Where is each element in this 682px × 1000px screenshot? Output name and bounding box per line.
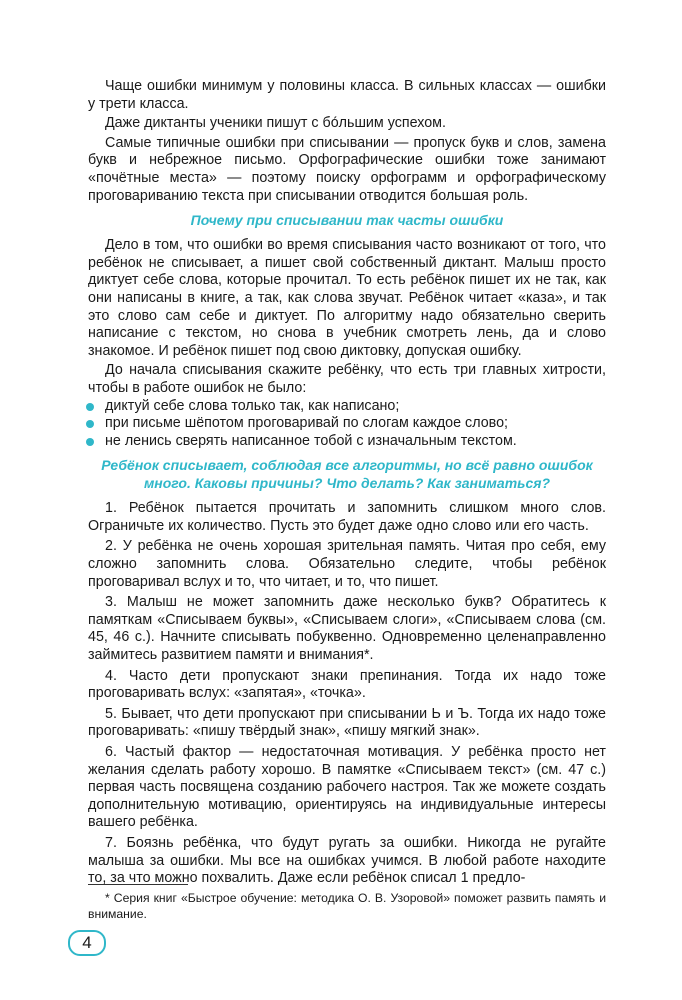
numbered-item: 7. Боязнь ребёнка, что будут ругать за ошибки. Никогда не ругайте малыша за ошибки. Мы все на ошибках учимся. В любой работе находите то, за что можно похвалить. Даже если ребёнок списал 1 предло- (88, 834, 606, 887)
list-item (88, 415, 606, 433)
section-heading: Почему при списывании так часты ошибки (190, 212, 504, 229)
bullet-icon (86, 420, 94, 428)
list-item (88, 433, 606, 451)
numbered-item: 5. Бывает, что дети пропускают при списывании Ь и Ъ. Тогда их надо тоже проговаривать: «пишу твёрдый знак», «пишу мягкий знак». (88, 705, 606, 740)
main-text (88, 78, 606, 891)
list-item-text: диктуй себе слова только так, как написано; (105, 397, 400, 414)
numbered-item: 1. Ребёнок пытается прочитать и запомнить слишком много слов. Ограничьте их количество. Пусть это будет даже одно слово или его часть. (88, 500, 606, 534)
bullet-icon (86, 403, 94, 411)
paragraph: Дело в том, что ошибки во время списывания часто возникают от того, что ребёнок не списывает, а пишет свой собственный диктант. Малыш просто диктует себе слова, которые прочитал. То есть ребёнок пишет их не так, как они написаны в книге, а так, как слова звучат. Ребёнок читает «каза», и так это слово сам себе и диктует. По алгоритму надо обязательно сверить написание с текстом, но снова в учебник смотреть лень, да и слово знакомое. И ребёнок пишет под свою диктовку, допуская ошибку. (88, 237, 606, 359)
list-item-text: при письме шёпотом проговаривай по слогам каждое слово; (105, 415, 509, 432)
paragraph: Чаще ошибки минимум у половины класса. В сильных классах — ошибки у трети класса. (88, 78, 606, 112)
footnote-divider (88, 884, 188, 885)
numbered-item: 3. Малыш не может запомнить даже несколько букв? Обратитесь к памяткам «Списываем буквы», «Списываем слоги», «Списываем слова (см. 45, 46 с.). Начните списывать побуквенно. Одновременно целенаправленно займитесь развитием памяти и внимания*. (88, 594, 606, 664)
numbered-list (88, 500, 606, 887)
list-item-text: не ленись сверять написанное тобой с изначальным текстом. (105, 432, 517, 449)
section-heading: Ребёнок списывает, соблюдая все алгоритмы, но всё равно ошибок много. Каковы причины? Что делать? Как заниматься? (101, 457, 593, 492)
page-number: 4 (68, 930, 106, 956)
paragraph: Даже диктанты ученики пишут с бо́льшим успехом. (105, 115, 446, 132)
bullet-icon (86, 438, 94, 446)
paragraph: Самые типичные ошибки при списывании — пропуск букв и слов, замена букв и небрежное письмо. Орфографические ошибки тоже занимают «почётные места» — поэтому поиску орфограмм и орфографическому проговариванию текста при списывании отводится большая роль. (88, 134, 606, 204)
paragraph: До начала списывания скажите ребёнку, что есть три главных хитрости, чтобы в работе ошибок не было: (88, 362, 606, 396)
numbered-item: 2. У ребёнка не очень хорошая зрительная память. Читая про себя, ему сложно запомнить слова. Обязательно следите, чтобы ребёнок проговаривал вслух и то, что читает, и то, что пишет. (88, 538, 606, 590)
footnote: * Серия книг «Быстрое обучение: методика О. В. Узоровой» поможет развить память и внимание. (88, 891, 606, 921)
bullet-list (88, 398, 606, 451)
numbered-item: 6. Частый фактор — недостаточная мотивация. У ребёнка просто нет желания сделать работу хорошо. В памятке «Списываем текст» (см. 47 с.) первая часть посвящена созданию рабочего настроя. Так же можете создать дополнительную мотивацию, ориентируясь на индивидуальные интересы вашего ребёнка. (88, 744, 606, 831)
list-item (88, 398, 606, 416)
numbered-item: 4. Часто дети пропускают знаки препинания. Тогда их надо тоже проговаривать вслух: «запятая», «точка». (88, 667, 606, 702)
